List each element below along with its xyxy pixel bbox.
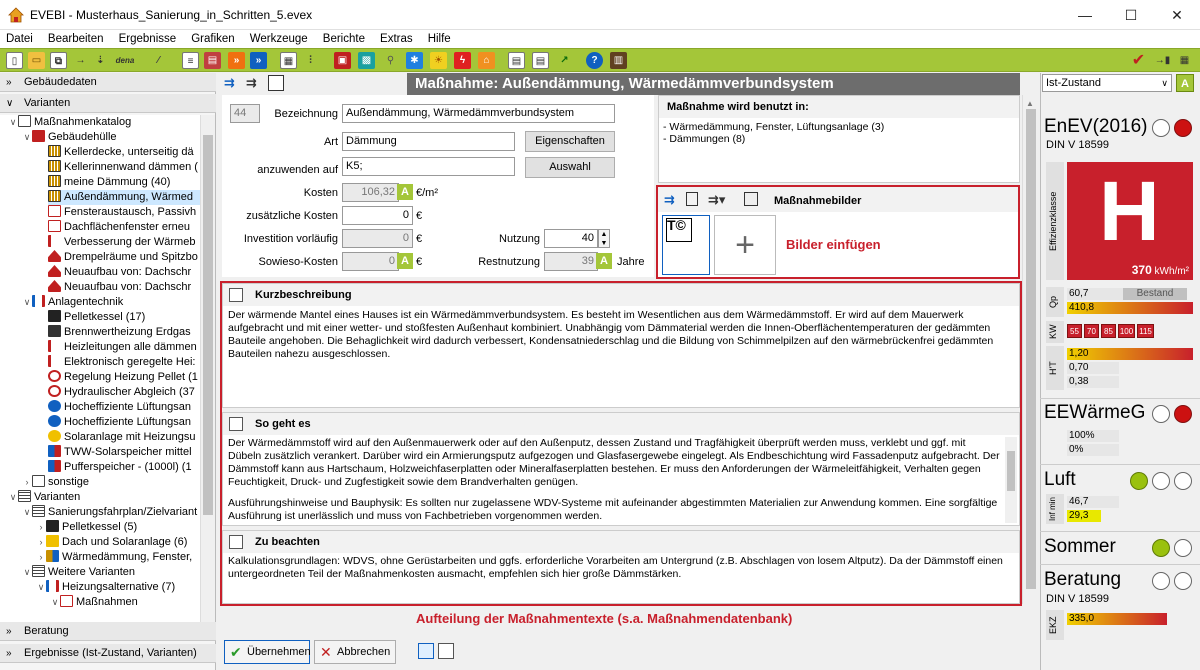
tree-label: Wärmedämmung, Fenster, — [62, 551, 193, 563]
tree-label: Pelletkessel (5) — [62, 521, 138, 533]
auto-a-icon[interactable]: A — [397, 184, 413, 200]
tree-label: Maßnahmenkatalog — [34, 116, 132, 128]
eew-bar-1 — [1067, 430, 1119, 442]
document-icon[interactable]: ≡ — [182, 52, 199, 69]
section-ergebnisse[interactable]: » Ergebnisse (Ist-Zustand, Varianten) — [0, 644, 216, 663]
label-anzuwenden: anzuwenden auf — [257, 164, 338, 176]
tree-label: Neuaufbau von: Dachschr — [64, 281, 192, 293]
eew-value: 0% — [1069, 444, 1084, 455]
toolbar — [0, 48, 1200, 72]
list-view-icon[interactable] — [438, 643, 454, 659]
menu-datei[interactable]: Datei — [6, 33, 33, 45]
tree-item[interactable]: › sonstige — [25, 476, 89, 488]
unit-eur: € — [416, 210, 423, 222]
check-icon: ✔ — [230, 644, 242, 660]
copy-icon[interactable]: ⧉ — [50, 52, 67, 69]
catalog-icon — [18, 115, 31, 127]
nutzung-spinner[interactable]: ▲ ▼ — [598, 229, 610, 248]
window-icon — [48, 220, 61, 232]
tree-label: Hydraulischer Abgleich (37 — [64, 386, 195, 398]
calculator-icon[interactable]: ▥ — [610, 52, 627, 69]
boiler-icon — [46, 520, 59, 532]
tree-label: Elektronisch geregelte Hei: — [64, 356, 196, 368]
tree-label: Hocheffiziente Lüftungsan — [64, 401, 191, 413]
pipe-icon — [48, 340, 61, 352]
restnutzung-field[interactable]: 39 — [544, 252, 598, 271]
variants-icon — [32, 565, 45, 577]
insulation-window-icon — [46, 550, 59, 562]
menu-extras[interactable]: Extras — [380, 33, 413, 45]
unit-eur: € — [416, 256, 423, 268]
section-varianten[interactable]: ∨ Varianten — [0, 94, 216, 113]
label-sowieso: Sowieso-Kosten — [258, 256, 338, 268]
report2-icon[interactable]: ▤ — [532, 52, 549, 69]
tree-label: Solaranlage mit Heizungsu — [64, 431, 196, 443]
luft-value: 46,7 — [1069, 496, 1089, 507]
label-kosten: Kosten — [303, 187, 338, 199]
efficiency-class-box — [1067, 162, 1193, 280]
menu-hilfe[interactable]: Hilfe — [427, 33, 451, 45]
tree-item[interactable] — [48, 145, 194, 160]
fan-icon[interactable]: ✱ — [406, 52, 423, 69]
label-bezeichnung: Bezeichnung — [274, 108, 338, 120]
ht-bar-1 — [1067, 348, 1193, 360]
state-dropdown[interactable] — [1042, 74, 1172, 92]
unit-jahre: Jahre — [617, 256, 645, 268]
ekz-label: EKZ — [1048, 616, 1058, 634]
tree-label: Verbesserung der Wärmeb — [64, 236, 196, 248]
ekz-label-box — [1046, 610, 1064, 640]
x-icon: ✕ — [320, 644, 332, 660]
status-circle — [1152, 472, 1170, 490]
tree-item-selected[interactable] — [48, 190, 200, 205]
divider — [1040, 398, 1200, 399]
flame-icon[interactable]: ϟ — [454, 52, 471, 69]
qp-bestand: Bestand — [1123, 288, 1187, 300]
ht-value: 1,20 — [1069, 348, 1089, 359]
effizienz-label-box — [1046, 162, 1064, 280]
minimize-button[interactable]: — — [1078, 7, 1092, 23]
solar-roof-icon — [46, 535, 59, 547]
plan-icon — [32, 505, 45, 517]
effizienz-label: Effizienzklasse — [1048, 191, 1058, 251]
abbrechen-button[interactable] — [314, 640, 396, 664]
title-bar — [0, 0, 1200, 30]
ekz-value: 335,0 — [1069, 613, 1095, 624]
luft-title: Luft — [1044, 469, 1076, 490]
auswahl-button[interactable]: Auswahl — [525, 157, 615, 178]
zu-text[interactable]: Kalkulationsgrundlagen: WDVS, ohne Gerüstarbeiten und ggfs. erforderliche Vorarbeiten am Untergrund (z.B. Abschlagen von losem Altputz). Da der Dämmstoff einen untergeordneten Teil der Maßnahmenkosten ausmacht, empfehlen sich hier große Dämmstärken. — [228, 555, 1003, 580]
table-icon[interactable]: ▦ — [280, 52, 297, 69]
ekz-bar — [1067, 613, 1167, 625]
tree-item[interactable] — [48, 370, 198, 385]
art-field[interactable]: Dämmung — [342, 132, 515, 151]
kw-label: KW — [1048, 324, 1058, 340]
import-icon[interactable]: ⇣ — [96, 55, 105, 66]
divider — [1040, 531, 1200, 532]
tree-label: Außendämmung, Wärmed — [64, 191, 193, 203]
tree-item[interactable]: ∨ Anlagentechnik — [23, 296, 124, 308]
tree-item[interactable] — [48, 310, 145, 325]
tree-label: TWW-Solarspeicher mittel — [64, 446, 192, 458]
tree-item[interactable] — [48, 430, 195, 445]
bezeichnung-field[interactable]: Außendämmung, Wärmedämmverbundsystem — [342, 104, 615, 123]
beratung-title: Beratung — [1044, 569, 1122, 590]
investition-field: 0 — [342, 229, 413, 248]
gauge-icon — [48, 370, 61, 382]
status-circle — [1152, 119, 1170, 137]
enev-norm: DIN V 18599 — [1046, 139, 1109, 151]
section-beratung[interactable]: » Beratung — [0, 622, 216, 641]
kurz-text[interactable]: Der wärmende Mantel eines Hauses ist ein Wärmedämmverbundsystem. Es besteht im Wesentlichen aus dem Wärmedämmstoff. Er wird auf dem Mauerwerk aufgebracht und mit einer wetter- und stoßfesten Außenhaut kombiniert. Unabhängig vom Dämmaterial werden die Innen-Oberflächentemperaturen der gedämmten Bauteile angehoben. Die Behaglichkeit wird dadurch verbessert, Kondensatniederschlag und die Bildung von Schimmelpilzen auf den wärmebrückenfrei gedämmten Bauteilen nahezu ausgeschlossen. — [228, 309, 994, 360]
button-label: Abbrechen — [337, 646, 391, 658]
tree-item[interactable]: › Pelletkessel (5) — [39, 521, 138, 533]
eew-title: EEWärmeG — [1044, 402, 1146, 423]
luft-value: 29,3 — [1069, 510, 1089, 521]
tree-item[interactable] — [48, 265, 191, 280]
section-label: Ergebnisse (Ist-Zustand, Varianten) — [24, 647, 197, 659]
tree-label: Heizungsalternative (7) — [62, 581, 176, 593]
status-circle-green — [1152, 539, 1170, 557]
luft-bar-1 — [1067, 496, 1119, 508]
auto-a-icon[interactable]: A — [397, 253, 413, 269]
insulation-icon — [48, 160, 61, 172]
dropdown-value: Ist-Zustand — [1046, 77, 1102, 89]
close-button[interactable]: ✕ — [1171, 7, 1183, 23]
wand-icon[interactable]: ⁄ — [157, 55, 160, 66]
roof-icon — [48, 250, 61, 262]
kw-cell: 55 — [1067, 324, 1082, 338]
house-tool-icon[interactable]: ⌂ — [478, 52, 495, 69]
tree-item[interactable]: › Wärmedämmung, Fenster, — [39, 551, 193, 563]
anzuwenden-field[interactable]: K5; — [342, 157, 515, 176]
tree-item[interactable]: › Dach und Solaranlage (6) — [39, 536, 188, 548]
tree-label: Dach und Solaranlage (6) — [62, 536, 188, 548]
list-icon[interactable]: ▤ — [204, 52, 221, 69]
kurz-title: Kurzbeschreibung — [255, 289, 352, 301]
tree-item[interactable] — [48, 250, 198, 265]
check-icon[interactable]: ✔ — [1131, 52, 1146, 69]
tree-item[interactable] — [48, 445, 192, 460]
usage-title: Maßnahme wird benutzt in: — [667, 101, 809, 113]
tree-label: Sanierungsfahrplan/Zielvariant — [48, 506, 198, 518]
divider — [1040, 464, 1200, 465]
inf-label-box — [1046, 494, 1064, 524]
exit-icon[interactable]: →▮ — [1154, 55, 1171, 66]
menu-bearbeiten[interactable]: Bearbeiten — [47, 33, 104, 45]
insulation-icon — [48, 190, 61, 202]
report-icon[interactable]: ▤ — [508, 52, 525, 69]
kw-cell: 70 — [1084, 324, 1099, 338]
uebernehmen-button[interactable] — [224, 640, 310, 664]
help-icon[interactable]: ? — [586, 52, 603, 69]
kw-cell: 115 — [1137, 324, 1154, 338]
tree-item[interactable] — [48, 340, 197, 355]
fan-icon — [48, 415, 61, 427]
tree-label: Anlagentechnik — [48, 296, 124, 308]
boiler-icon — [48, 325, 61, 337]
label-restnutzung: Restnutzung — [478, 256, 540, 268]
navigation-panel — [0, 73, 216, 670]
kw-label-box — [1046, 321, 1064, 343]
tree-label: Brennwertheizung Erdgas — [64, 326, 191, 338]
app-house-icon — [8, 7, 24, 23]
chevron-down-icon: ∨ — [1161, 78, 1168, 88]
tree-item[interactable] — [48, 325, 191, 340]
wrench-icon[interactable]: ⚲ — [386, 55, 395, 66]
grid-icon[interactable]: ▩ — [358, 52, 375, 69]
auto-a-icon[interactable]: A — [596, 253, 612, 269]
storage-icon — [48, 460, 61, 472]
misc-icon — [32, 475, 45, 487]
tree-label: Weitere Varianten — [48, 566, 136, 578]
ht-value: 0,38 — [1069, 376, 1089, 387]
so-text[interactable]: Der Wärmedämmstoff wird auf den Außenmauerwerk oder auf den Außenputz, dessen Zustand und Tragfähigkeit überprüft werden muss, verklebt und ggf. mit Dübeln zusätzlich verankert. Darüber wird ein Armierungsputz aufgezogen und Glasfasergewebe eingelegt. Als Endbeschichtung wird Fassadenputz aufgebracht. Der Dämmstoff kann aus Hartschaum, Holzweichfaserplatten oder Mineralfaserplatten bestehen. Er muss den Anforderungen der Wärmeleitfähigkeit, Verhalten gegen Feuchtigkeit, Druck- und Zugfestigkeit sowie dem Brandverhalten genügen. — [228, 437, 1000, 488]
status-circle — [1152, 405, 1170, 423]
tree-label: Kellerinnenwand dämmen ( — [64, 161, 198, 173]
class-value: 370 — [1131, 263, 1152, 277]
tree-scrollbar[interactable] — [200, 115, 215, 627]
eigenschaften-button[interactable]: Eigenschaften — [525, 131, 615, 152]
menu-berichte[interactable]: Berichte — [322, 33, 365, 45]
gauge-icon — [48, 385, 61, 397]
pipe-icon — [48, 355, 61, 367]
usage-item: - Wärmedämmung, Fenster, Lüftungsanlage (3) — [663, 121, 885, 133]
variant-tree — [0, 115, 200, 627]
tree-item[interactable] — [48, 205, 196, 220]
images-highlight — [656, 185, 1020, 279]
tree-label: Fensteraustausch, Passivh — [64, 206, 197, 218]
qp-value: 60,7 — [1069, 288, 1089, 299]
variants-icon — [18, 490, 31, 502]
section-label: Gebäudedaten — [24, 76, 97, 88]
roof-icon — [48, 265, 61, 277]
house-icon — [32, 130, 45, 142]
tree-label: Kellerdecke, unterseitig dä — [64, 146, 194, 158]
grid-view-icon[interactable] — [418, 643, 434, 659]
tree-label: sonstige — [48, 476, 89, 488]
label-investition: Investition vorläufig — [243, 233, 338, 245]
tree-item[interactable] — [48, 160, 198, 175]
dena-icon[interactable]: dena — [115, 56, 135, 65]
tree-item[interactable] — [48, 385, 195, 400]
inf-label: Inf min — [1048, 497, 1057, 522]
grid-view-icon[interactable]: ▦ — [1179, 55, 1190, 66]
center-scrollbar[interactable]: ▲ — [1022, 95, 1038, 604]
pipes-icon — [32, 295, 45, 307]
section-gebaeudedaten[interactable]: » Gebäudedaten — [0, 73, 216, 92]
tree-item[interactable] — [48, 460, 192, 475]
unit-eur-m2: €/m² — [416, 187, 438, 199]
window-title: EVEBI - Musterhaus_Sanierung_in_Schritten_5.evex — [30, 8, 313, 22]
image-thumbnail[interactable]: T© — [662, 215, 710, 275]
kw-cell: 85 — [1101, 324, 1116, 338]
qp-label-box — [1046, 287, 1064, 317]
status-circle-red — [1174, 405, 1192, 423]
measure-title: Maßnahme: Außendämmung, Wärmedämmverbundsystem — [415, 75, 834, 92]
luft-bar-2 — [1067, 510, 1101, 522]
menu-werkzeuge[interactable]: Werkzeuge — [249, 33, 308, 45]
sowieso-field[interactable]: 0 — [342, 252, 399, 271]
ht-value: 0,70 — [1069, 362, 1089, 373]
so-title: So geht es — [255, 418, 311, 430]
button-label: Übernehmen — [247, 646, 311, 658]
sun-icon[interactable]: ☀ — [430, 52, 447, 69]
sommer-title: Sommer — [1044, 536, 1116, 557]
add-image-icon[interactable]: ⇉ — [664, 192, 675, 207]
chart-icon[interactable]: ↗ — [560, 55, 569, 66]
qp-label: Qp — [1048, 296, 1058, 309]
tree-item[interactable]: ∨ Maßnahmen — [51, 596, 138, 608]
insulation-icon — [48, 145, 61, 157]
tree-item[interactable] — [48, 355, 195, 370]
tree-item[interactable] — [48, 220, 190, 235]
tree-label: Pufferspeicher - (1000l) (1 — [64, 461, 192, 473]
tree-label: Neuaufbau von: Dachschr — [64, 266, 192, 278]
label-art: Art — [323, 136, 338, 148]
orange-sheet-icon[interactable]: » — [228, 52, 245, 69]
arrow-icon[interactable]: → — [75, 55, 86, 66]
window-icon — [48, 205, 61, 217]
tree-item[interactable] — [48, 400, 191, 415]
texts-highlight — [220, 281, 1022, 606]
ht-bar-3 — [1067, 376, 1119, 388]
ht-label-box — [1046, 346, 1064, 390]
menu-grafiken[interactable]: Grafiken — [191, 33, 235, 45]
measures-icon — [60, 595, 73, 607]
nutzung-field[interactable]: 40 — [544, 229, 598, 248]
beratung-norm: DIN V 18599 — [1046, 593, 1109, 605]
images-annotation: Bilder einfügen — [786, 237, 881, 252]
enev-title: EnEV(2016) — [1044, 116, 1148, 137]
tree-item[interactable]: ∨ Heizungsalternative (7) — [37, 581, 176, 593]
tree-item[interactable]: ∨ Maßnahmenkatalog — [9, 116, 132, 128]
unit-eur: € — [416, 233, 423, 245]
tree-label: Dachflächenfenster erneu — [64, 221, 190, 233]
add-image-button[interactable]: + — [714, 215, 776, 275]
status-circle-red — [1174, 119, 1192, 137]
eew-value: 100% — [1069, 430, 1095, 441]
qp-value: 410,8 — [1069, 302, 1095, 313]
measure-id: 44 — [230, 104, 260, 123]
kw-cell: 100 — [1118, 324, 1135, 338]
menu-ergebnisse[interactable]: Ergebnisse — [118, 33, 177, 45]
measure-title-bar — [407, 73, 1020, 95]
boiler-icon — [48, 310, 61, 322]
tree-label: Pelletkessel (17) — [64, 311, 146, 323]
scrollbar-thumb[interactable] — [203, 135, 213, 515]
menu-bar — [0, 30, 1200, 48]
ht-bar-2 — [1067, 362, 1119, 374]
tree-label: Heizleitungen alle dämmen — [64, 341, 197, 353]
tree-item[interactable] — [48, 235, 195, 250]
maximize-button[interactable]: ☐ — [1124, 7, 1138, 23]
auto-a-icon[interactable]: A — [1176, 74, 1194, 92]
tree-item[interactable]: ∨ Sanierungsfahrplan/Zielvariant — [23, 506, 198, 518]
tree-item[interactable] — [48, 415, 191, 430]
blue-sheet-icon[interactable]: » — [250, 52, 267, 69]
new-file-icon[interactable]: ▯ — [6, 52, 23, 69]
qp-bar-2 — [1067, 302, 1193, 314]
remove-measure-icon[interactable]: ⇉ — [246, 75, 257, 90]
heating-icon — [46, 580, 59, 592]
status-circle — [1174, 472, 1192, 490]
images-title: Maßnahmebilder — [774, 195, 862, 207]
usage-item: - Dämmungen (8) — [663, 133, 746, 145]
so-text-2[interactable]: Ausführungshinweise und Bauphysik: Es sollten nur zugelassene WDV-Systeme mit aufeinander abgestimmten Materialien zur Anwendung kommen. Eine sorgfältige Ausführung ist unerlässlich und muss von Fachbetrieben vorgenommen werden. — [228, 497, 998, 522]
tree-item[interactable] — [48, 280, 191, 295]
thermal-bridge-icon — [48, 235, 61, 247]
move-image-icon[interactable]: ⇉▾ — [708, 192, 726, 207]
ht-label: H'T — [1048, 361, 1058, 375]
tree-item[interactable]: ∨ Varianten — [9, 491, 81, 503]
divider — [1040, 564, 1200, 565]
section-label: Beratung — [24, 625, 69, 637]
open-folder-icon[interactable]: ▭ — [28, 52, 45, 69]
tree-label: Hocheffiziente Lüftungsan — [64, 416, 191, 428]
tree-label: meine Dämmung (40) — [64, 176, 171, 188]
sun-icon — [48, 430, 61, 442]
status-circle — [1174, 539, 1192, 557]
status-circle — [1152, 572, 1170, 590]
class-letter: H — [1099, 164, 1160, 258]
copy-measure-icon[interactable] — [268, 75, 284, 91]
tree-item[interactable] — [48, 175, 170, 190]
tree-label: Varianten — [34, 491, 81, 503]
storage-icon — [48, 445, 61, 457]
section-label: Varianten — [24, 97, 71, 109]
tree-item[interactable]: ∨ Gebäudehülle — [23, 131, 117, 143]
label-nutzung: Nutzung — [499, 233, 540, 245]
tree-label: Maßnahmen — [76, 596, 138, 608]
usage-panel — [658, 95, 1020, 183]
zu-title: Zu beachten — [255, 536, 320, 548]
insulation-icon — [48, 175, 61, 187]
tree-label: Gebäudehülle — [48, 131, 117, 143]
tree-item[interactable]: ∨ Weitere Varianten — [23, 566, 136, 578]
label-zusaetzliche: zusätzliche Kosten — [246, 210, 338, 222]
kosten-field[interactable]: 106,32 — [342, 183, 399, 202]
eew-bar-2 — [1067, 444, 1119, 456]
zusaetzliche-field[interactable]: 0 — [342, 206, 413, 225]
roof-icon — [48, 280, 61, 292]
aufteilung-annotation: Aufteilung der Maßnahmentexte (s.a. Maßnahmendatenbank) — [416, 611, 793, 626]
add-measure-icon[interactable]: ⇉ — [224, 75, 235, 90]
window-icon[interactable]: ▣ — [334, 52, 351, 69]
class-unit: kWh/m² — [1154, 266, 1189, 277]
status-circle-green — [1130, 472, 1148, 490]
fan-icon — [48, 400, 61, 412]
tree-label: Regelung Heizung Pellet (1 — [64, 371, 198, 383]
qp-bar-1 — [1067, 288, 1187, 300]
tree-icon[interactable]: ⫶ — [309, 55, 312, 66]
status-circle — [1174, 572, 1192, 590]
tree-label: Drempelräume und Spitzbo — [64, 251, 198, 263]
